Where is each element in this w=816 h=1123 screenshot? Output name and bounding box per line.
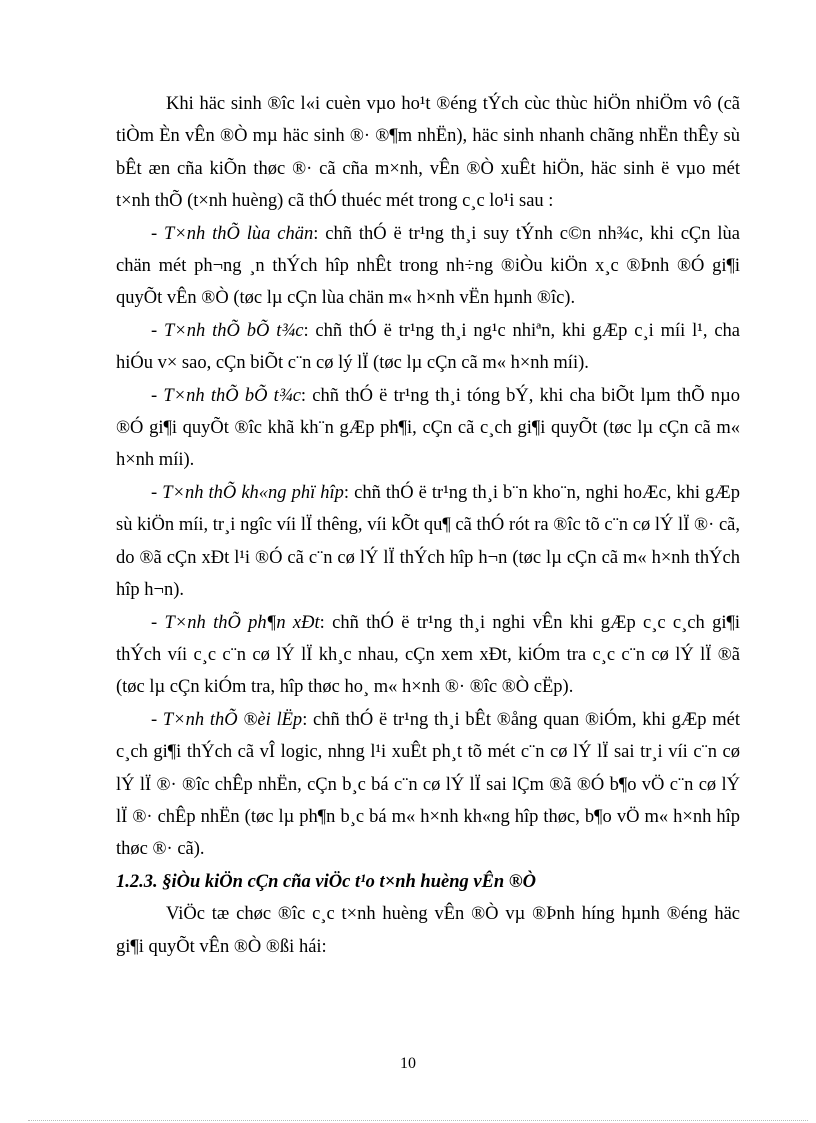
item-term: T×nh thÕ ®èi lËp	[162, 709, 303, 730]
item-body: : chñ thÓ ë tr¹ng th¸i suy tÝnh c©n nh¾c, khi cÇn lùa chän mét ph¬ng ¸n thÝch hîp nhÊt trong nh÷ng ®iÒu kiÖn x¸c ®Þnh ®Ó gi¶i quyÕt vÊn ®Ò (tøc lµ cÇn lùa chän m« h×nh vËn hµnh ®îc).	[116, 223, 740, 309]
item-term: T×nh thÕ bÕ t¾c	[164, 320, 304, 341]
list-item-opposition	[116, 704, 740, 866]
bullet-dash: -	[151, 612, 165, 633]
item-term: T×nh thÕ lùa chän	[164, 223, 314, 244]
item-body: : chñ thÓ ë tr¹ng th¸i b¨n kho¨n, nghi hoÆc, khi gÆp sù kiÖn míi, tr¸i ngîc víi lÏ thêng, víi kÕt qu¶ cã thÓ rót ra ®îc tõ c¨n cø lÝ lÏ ®· cã, do ®ã cÇn xÐt l¹i ®Ó cã c¨n cø lÝ lÏ thÝch hîp h¬n (tøc lµ cÇn cã m« h×nh thÝch hîp h¬n).	[116, 482, 740, 601]
page-bottom-border	[28, 1120, 808, 1121]
list-item-surprise	[116, 315, 740, 380]
list-item-deadlock	[116, 380, 740, 477]
item-body: : chñ thÓ ë tr¹ng th¸i nghi vÊn khi gÆp c¸c c¸ch gi¶i thÝch víi c¸c c¨n cø lÝ lÏ kh¸c nhau, cÇn xem xÐt, kiÓm tra c¸c c¨n cø lÝ lÏ ®ã (tøc lµ cÇn kiÓm tra, hîp thøc ho¸ m« h×nh ®· ®îc ®Ò cËp).	[116, 612, 740, 698]
page-number: 10	[400, 1055, 416, 1072]
item-body: : chñ thÓ ë tr¹ng th¸i tóng bÝ, khi cha biÕt lµm thÕ nµo ®Ó gi¶i quyÕt ®îc khã kh¨n gÆp ph¶i, cÇn cã c¸ch gi¶i quyÕt (tøc lµ cÇn cã m« h×nh míi).	[116, 385, 741, 471]
bullet-dash: -	[151, 709, 163, 730]
page-body	[116, 88, 740, 963]
section-heading: 1.2.3. §iÒu kiÖn cÇn cña viÖc t¹o t×nh huèng vÊn ®Ò	[116, 871, 537, 892]
item-term: T×nh thÕ bÕ t¾c	[163, 385, 301, 406]
item-body: : chñ thÓ ë tr¹ng th¸i ng¹c nhiªn, khi gÆp c¸i míi l¹, cha hiÓu v× sao, cÇn biÕt c¨n cø lý lÏ (tøc lµ cÇn cã m« h×nh míi).	[116, 320, 740, 374]
item-term: T×nh thÕ kh«ng phï hîp	[162, 482, 344, 503]
list-item-review	[116, 607, 740, 704]
item-body: : chñ thÓ ë tr¹ng th¸i bÊt ®ång quan ®iÓm, khi gÆp mét c¸ch gi¶i thÝch cã vÎ logic, nhng l¹i xuÊt ph¸t tõ mét c¨n cø lÝ lÏ sai tr¸i víi c¨n cø lÝ lÏ ®· ®îc chÊp nhËn, cÇn b¸c bá c¨n cø lÝ lÏ sai lÇm ®ã ®Ó b¶o vÖ c¨n cø lÝ lÏ ®· chÊp nhËn (tøc lµ ph¶n b¸c bá m« h×nh kh«ng hîp thøc, b¶o vÖ m« h×nh hîp thøc ®· cã).	[116, 709, 741, 860]
bullet-dash: -	[151, 320, 165, 341]
bullet-dash: -	[151, 223, 165, 244]
list-item-mismatch	[116, 477, 740, 607]
bullet-dash: -	[151, 482, 163, 503]
bullet-dash: -	[151, 385, 164, 406]
item-term: T×nh thÕ ph¶n xÐt	[164, 612, 320, 633]
intro-paragraph: Khi häc sinh ®îc l«i cuèn vµo ho¹t ®éng tÝch cùc thùc hiÖn nhiÖm vô (cã tiÒm Èn vÊn ®Ò mµ häc sinh ®· ®¶m nhËn), häc sinh nhanh chãng nhËn thÊy sù bÊt æn cña kiÕn thøc ®· cã cña m×nh, vÊn ®Ò xuÊt hiÖn, häc sinh ë vµo mét t×nh thÕ (t×nh huèng) cã thÓ thuéc mét trong c¸c lo¹i sau :	[116, 94, 740, 212]
list-item-choice	[116, 218, 740, 315]
closing-paragraph: ViÖc tæ chøc ®îc c¸c t×nh huèng vÊn ®Ò vµ ®Þnh híng hµnh ®éng häc gi¶i quyÕt vÊn ®Ò ®ßi hái:	[116, 904, 740, 957]
